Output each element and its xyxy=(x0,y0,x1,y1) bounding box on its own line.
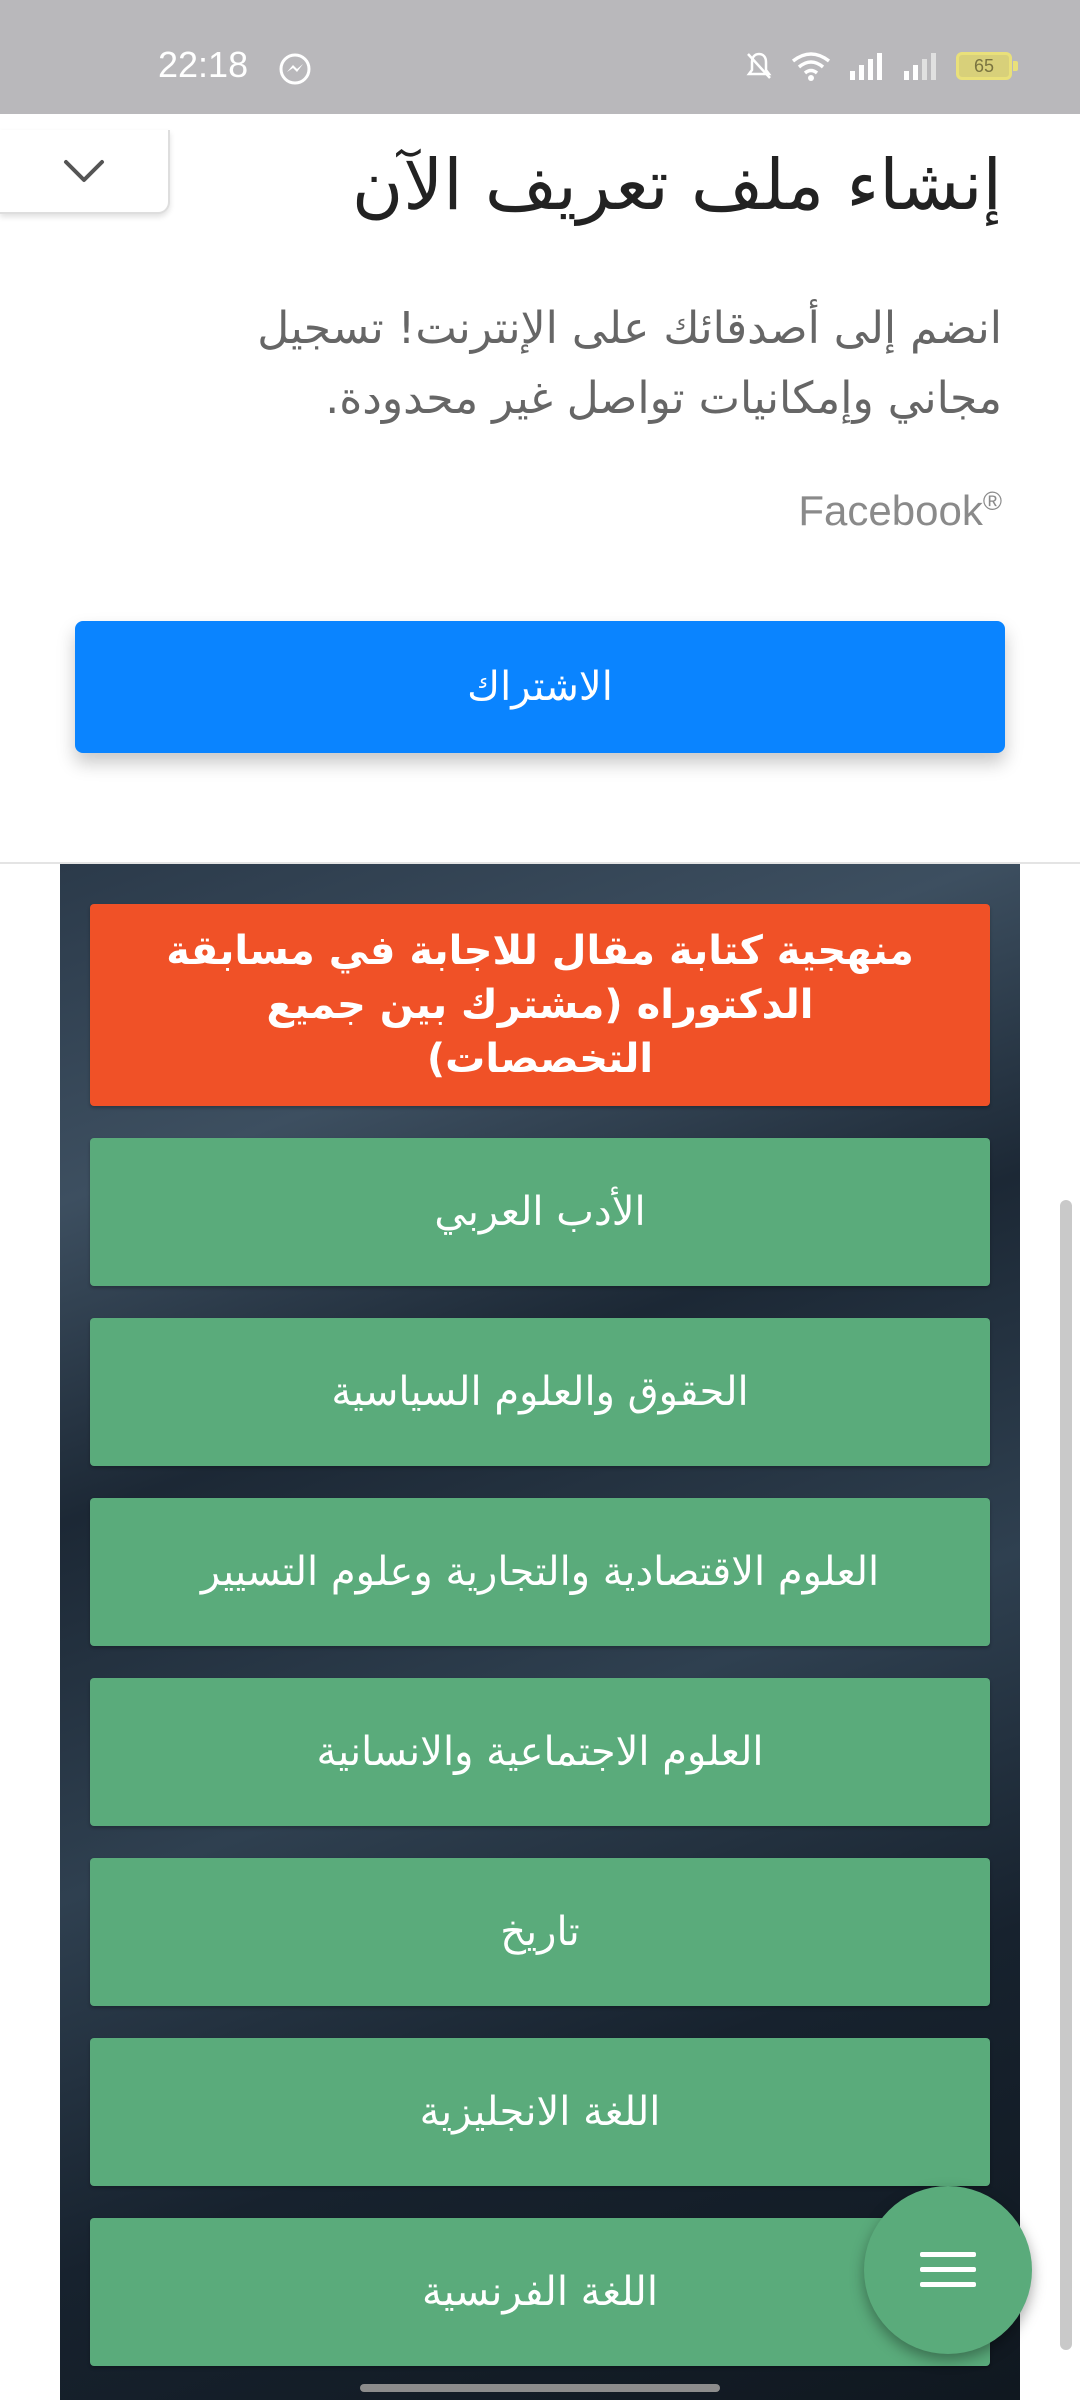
category-button-history[interactable]: تاريخ xyxy=(90,1858,990,2006)
status-icons xyxy=(744,50,1012,82)
ad-brand xyxy=(798,486,1002,535)
chevron-down-icon xyxy=(62,158,106,184)
category-button-english[interactable]: اللغة الانجليزية xyxy=(90,2038,990,2186)
category-button-arabic-literature[interactable]: الأدب العربي xyxy=(90,1138,990,1286)
menu-fab-button[interactable] xyxy=(864,2186,1032,2354)
ad-banner[interactable] xyxy=(0,114,1080,864)
signup-button[interactable]: الاشتراك xyxy=(75,621,1005,753)
page-margin-left xyxy=(0,864,60,2400)
category-button-economics-commerce[interactable]: العلوم الاقتصادية والتجارية وعلوم التسيير xyxy=(90,1498,990,1646)
ad-description: انضم إلى أصدقائك على الإنترنت! تسجيل مجاني وإمكانيات تواصل غير محدودة. xyxy=(257,303,1002,424)
category-button-french[interactable]: اللغة الفرنسية xyxy=(90,2218,990,2366)
hamburger-menu-icon xyxy=(920,2250,976,2290)
category-button-social-humanities[interactable]: العلوم الاجتماعية والانسانية xyxy=(90,1678,990,1826)
collapse-ad-button[interactable] xyxy=(0,130,170,214)
battery-icon: 65 xyxy=(956,52,1012,80)
registered-mark: ® xyxy=(982,486,1002,516)
ad-title: إنشاء ملف تعريف الآن xyxy=(351,144,1002,226)
featured-category-button[interactable]: منهجية كتابة مقال للاجابة في مسابقة الدكتوراه (مشترك بين جميع التخصصات) xyxy=(90,904,990,1106)
messenger-icon xyxy=(278,52,312,86)
home-indicator[interactable] xyxy=(360,2384,720,2392)
category-button-law-political-science[interactable]: الحقوق والعلوم السياسية xyxy=(90,1318,990,1466)
signal-icon xyxy=(902,51,940,81)
scrollbar[interactable] xyxy=(1060,1200,1072,2350)
wifi-icon xyxy=(790,50,832,82)
mute-icon xyxy=(744,50,774,82)
signal-icon xyxy=(848,51,886,81)
status-bar xyxy=(0,0,1080,114)
ad-brand-name: Facebook xyxy=(798,487,983,534)
status-time: 22:18 xyxy=(158,44,249,85)
